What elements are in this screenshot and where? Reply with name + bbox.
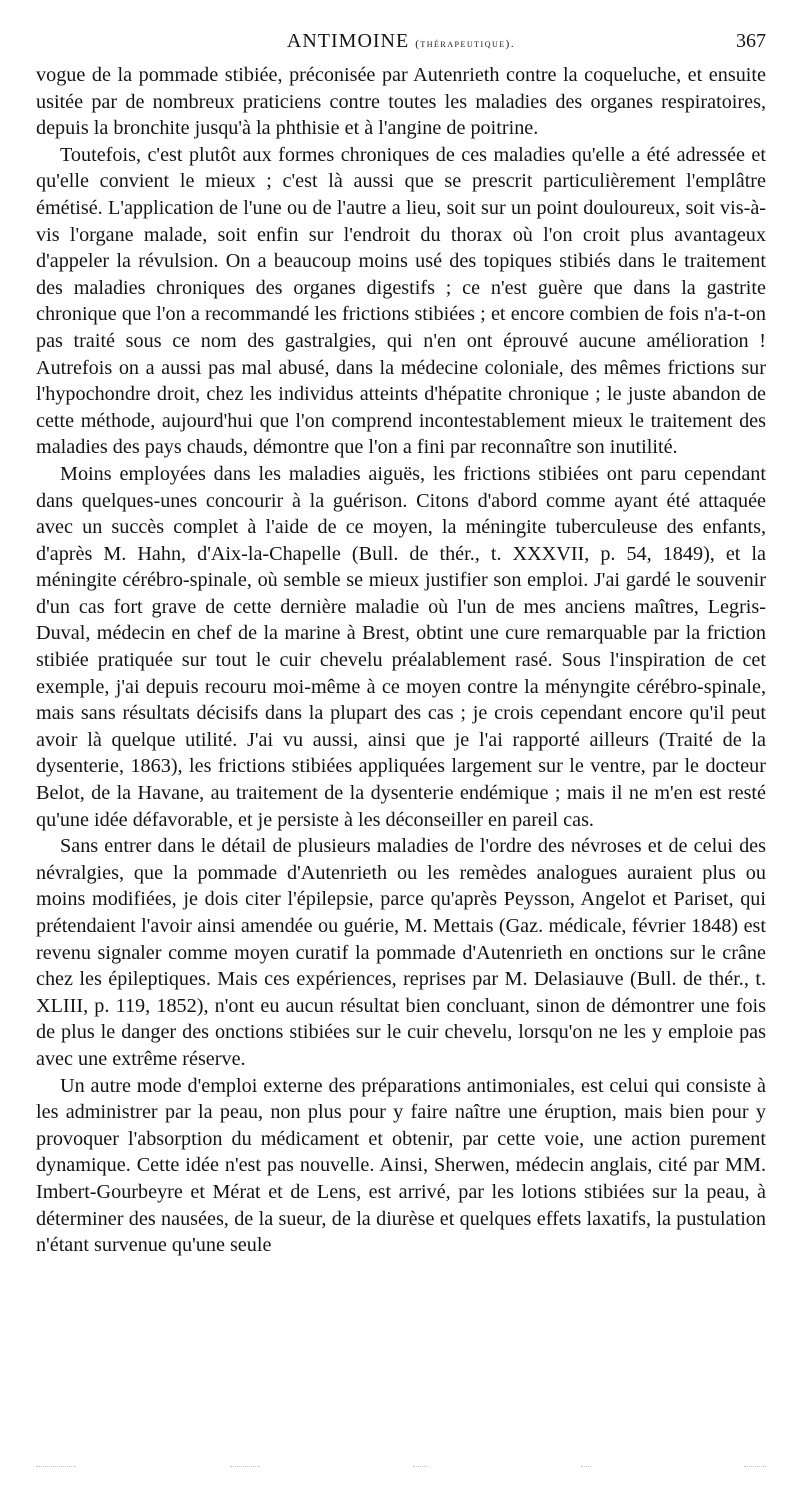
paragraph-3: Moins employées dans les maladies aiguës, les frictions stibiées ont paru cependant dans quelques-unes concourir à la guérison. Citons d'abord comme ayant été attaquée avec un succès complet à l'aide de ce moyen, la méningite tuberculeuse des enfants, d'après M. Hahn, d'Aix-la-Chapelle (Bull. de thér., t. XXXVII, p. 54, 1849), et la méningite cérébro-spinale, où semble se mieux justifier son emploi. J'ai gardé le souvenir d'un cas fort grave de cette dernière maladie où l'un de mes anciens maîtres, Legris-Duval, médecin en chef de la marine à Brest, obtint une cure remarquable par la friction stibiée pratiquée sur tout le cuir chevelu préalablement rasé. Sous l'inspiration de cet exemple, j'ai depuis recouru moi-même à ce moyen contre la ményngite cérébro-spinale, mais sans résultats décisifs dans la plupart des cas ; je crois cependant encore qu'il peut avoir là quelque utilité. J'ai vu aussi, ainsi que je l'ai rapporté ailleurs (Traité de la dysenterie, 1863), les frictions stibiées appliquées largement sur le ventre, par le docteur Belot, de la Havane, au traitement de la dysenterie endémique ; mais il ne m'en est resté qu'une idée défavorable, et je persiste à les déconseiller en pareil cas.	[36, 462, 766, 831]
page-bottom-specks	[36, 1466, 766, 1472]
speck-mark	[413, 1466, 427, 1468]
running-title-main: ANTIMOINE	[286, 30, 410, 52]
speck-mark	[230, 1466, 260, 1468]
paragraph-5: Un autre mode d'emploi externe des préparations antimoniales, est celui qui consiste à les administrer par la peau, non plus pour y faire naître une éruption, mais bien pour y provoquer l'absorption du médicament et obtenir, par cette voie, une action purement dynamique. Cette idée n'est pas nouvelle. Ainsi, Sherwen, médecin anglais, cité par MM. Imbert-Gourbeyre et Mérat et de Lens, est arrivé, par les lotions stibiées sur la peau, à déterminer des nausées, de la sueur, de la diurèse et quelques effets laxatifs, la pustulation n'étant survenue qu'une seule	[36, 1074, 766, 1257]
paragraph-4: Sans entrer dans le détail de plusieurs maladies de l'ordre des névroses et de celui des névralgies, que la pommade d'Autenrieth ou les remèdes analogues auraient plus ou moins modifiées, je dois citer l'épilepsie, parce qu'après Peysson, Angelot et Pariset, qui prétendaient l'avoir ainsi amendée ou guérie, M. Mettais (Gaz. médicale, février 1848) est revenu signaler comme moyen curatif la pommade d'Autenrieth en onctions sur le crâne chez les épileptiques. Mais ces expériences, reprises par M. Delasiauve (Bull. de thér., t. XLIII, p. 119, 1852), n'ont eu aucun résultat bien concluant, sinon de démontrer une fois de plus le danger des onctions stibiées sur le cuir chevelu, lorsqu'on ne les y emploie pas avec une extrême réserve.	[36, 835, 766, 1070]
running-title-subtitle: (thérapeutique).	[415, 38, 516, 50]
paragraph-2: Toutefois, c'est plutôt aux formes chroniques de ces maladies qu'elle a été adressée et qu'elle convient le mieux ; c'est là aussi que se prescrit particulièrement l'emplâtre émétisé. L'application de l'une ou de l'autre a lieu, soit sur un point douloureux, soit vis-à-vis l'organe malade, soit enfin sur l'endroit du thorax où l'on croit plus avantageux d'appeler la révulsion. On a beaucoup moins usé des topiques stibiés dans le traitement des maladies chroniques des organes digestifs ; ce n'est guère que dans la gastrite chronique que l'on a recommandé les frictions stibiées ; et encore combien de fois n'a-t-on pas traité sous ce nom des gastralgies, qui n'en ont éprouvé aucune amélioration ! Autrefois on a aussi pas mal abusé, dans la médecine coloniale, des mêmes frictions sur l'hypochondre droit, chez les individus atteints d'hépatite chronique ; le juste abandon de cette méthode, aujourd'hui que l'on comprend incontestablement mieux le traitement des maladies des pays chauds, démontre que l'on a fini par reconnaître son inutilité.	[36, 143, 766, 459]
speck-mark	[581, 1466, 591, 1468]
speck-mark	[744, 1466, 766, 1468]
page-number: 367	[736, 30, 766, 52]
body-text	[36, 62, 766, 1259]
running-header	[36, 30, 766, 56]
running-title	[96, 30, 706, 53]
book-page	[36, 30, 766, 1259]
speck-mark	[36, 1466, 76, 1468]
paragraph-1: vogue de la pommade stibiée, préconisée par Autenrieth contre la coqueluche, et ensuite usitée par de nombreux praticiens contre toutes les maladies des organes respiratoires, depuis la bronchite jusqu'à la phthisie et à l'angine de poitrine.	[36, 64, 766, 140]
